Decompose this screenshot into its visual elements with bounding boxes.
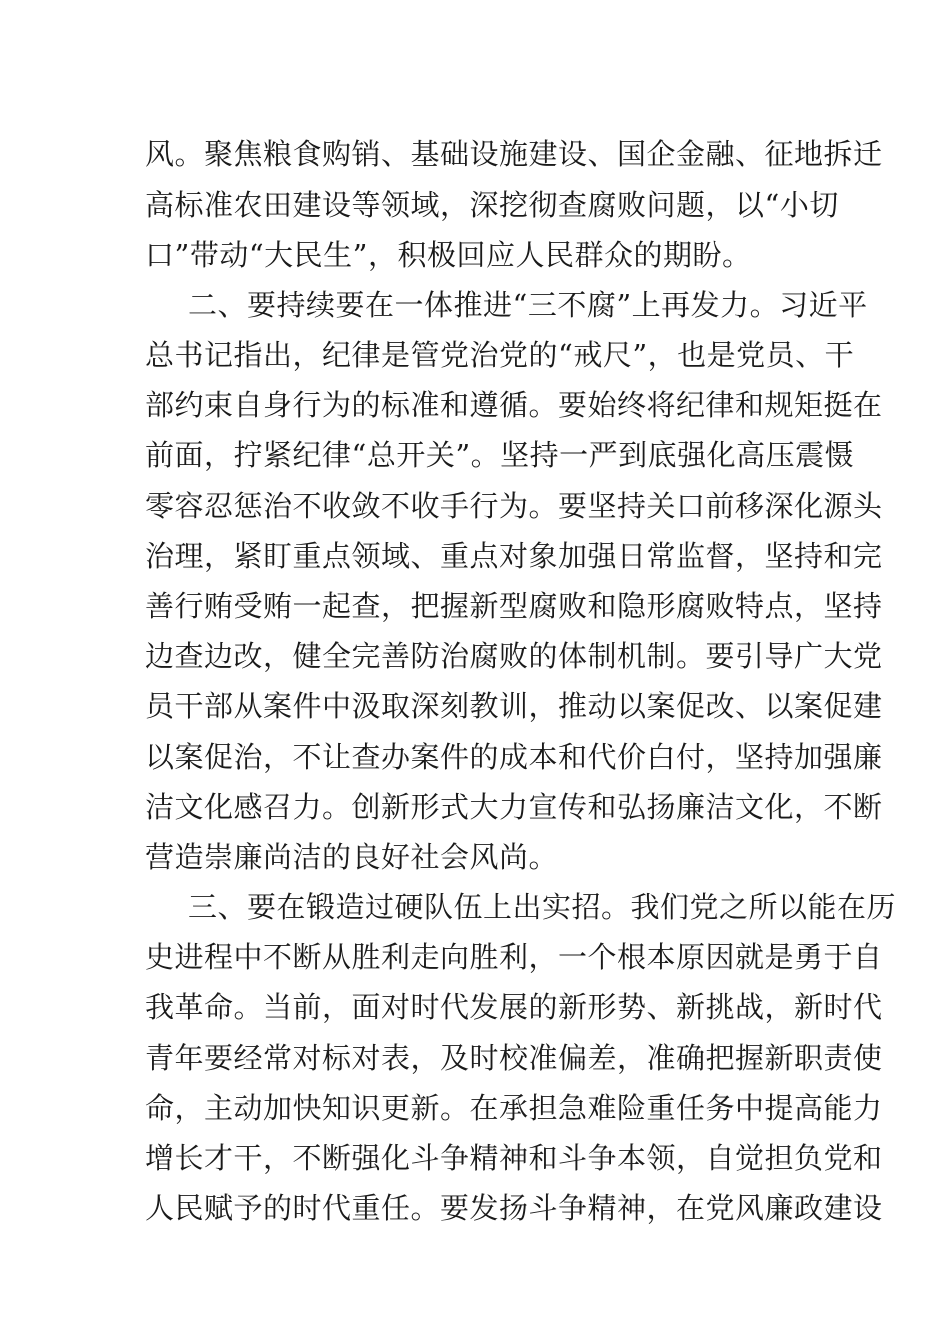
text-line: 史进程中不断从胜利走向胜利，一个根本原因就是勇于自 — [145, 940, 883, 974]
text-line: 增长才干，不断强化斗争精神和斗争本领，自觉担负党和 — [145, 1141, 883, 1175]
text-line: 边查边改，健全完善防治腐败的体制机制。要引导广大党 — [145, 639, 883, 673]
text-line: 命，主动加快知识更新。在承担急难险重任务中提高能力 — [145, 1091, 883, 1125]
paragraph-3-first-line: 三、要在锻造过硬队伍上出实招。我们党之所以能在历 — [188, 890, 897, 924]
text-line: 以案促治，不让查办案件的成本和代价白付，坚持加强廉 — [145, 740, 883, 774]
text-line: 治理，紧盯重点领域、重点对象加强日常监督，坚持和完 — [145, 539, 883, 573]
text-line: 善行贿受贿一起查，把握新型腐败和隐形腐败特点，坚持 — [145, 589, 883, 623]
text-line: 口”带动“大民生”，积极回应人民群众的期盼。 — [145, 238, 752, 272]
text-line: 总书记指出，纪律是管党治党的“戒尺”，也是党员、干 — [145, 338, 855, 372]
text-line: 员干部从案件中汲取深刻教训，推动以案促改、以案促建 — [145, 689, 883, 723]
text-line: 高标准农田建设等领域，深挖彻查腐败问题，以“小切 — [145, 188, 839, 222]
text-line: 部约束自身行为的标准和遵循。要始终将纪律和规矩挺在 — [145, 388, 883, 422]
text-line: 营造崇廉尚洁的良好社会风尚。 — [145, 840, 559, 874]
text-line: 我革命。当前，面对时代发展的新形势、新挑战，新时代 — [145, 990, 883, 1024]
text-line: 风。聚焦粮食购销、基础设施建设、国企金融、征地拆迁 — [145, 137, 883, 171]
paragraph-2-first-line: 二、要持续要在一体推进“三不腐”上再发力。习近平 — [188, 288, 868, 322]
text-line: 零容忍惩治不收敛不收手行为。要坚持关口前移深化源头 — [145, 489, 883, 523]
text-line: 洁文化感召力。创新形式大力宣传和弘扬廉洁文化，不断 — [145, 790, 883, 824]
text-line: 前面，拧紧纪律“总开关”。坚持一严到底强化高压震慑 — [145, 438, 855, 472]
text-line: 人民赋予的时代重任。要发扬斗争精神，在党风廉政建设 — [145, 1191, 883, 1225]
text-line: 青年要经常对标对表，及时校准偏差，准确把握新职责使 — [145, 1041, 883, 1075]
